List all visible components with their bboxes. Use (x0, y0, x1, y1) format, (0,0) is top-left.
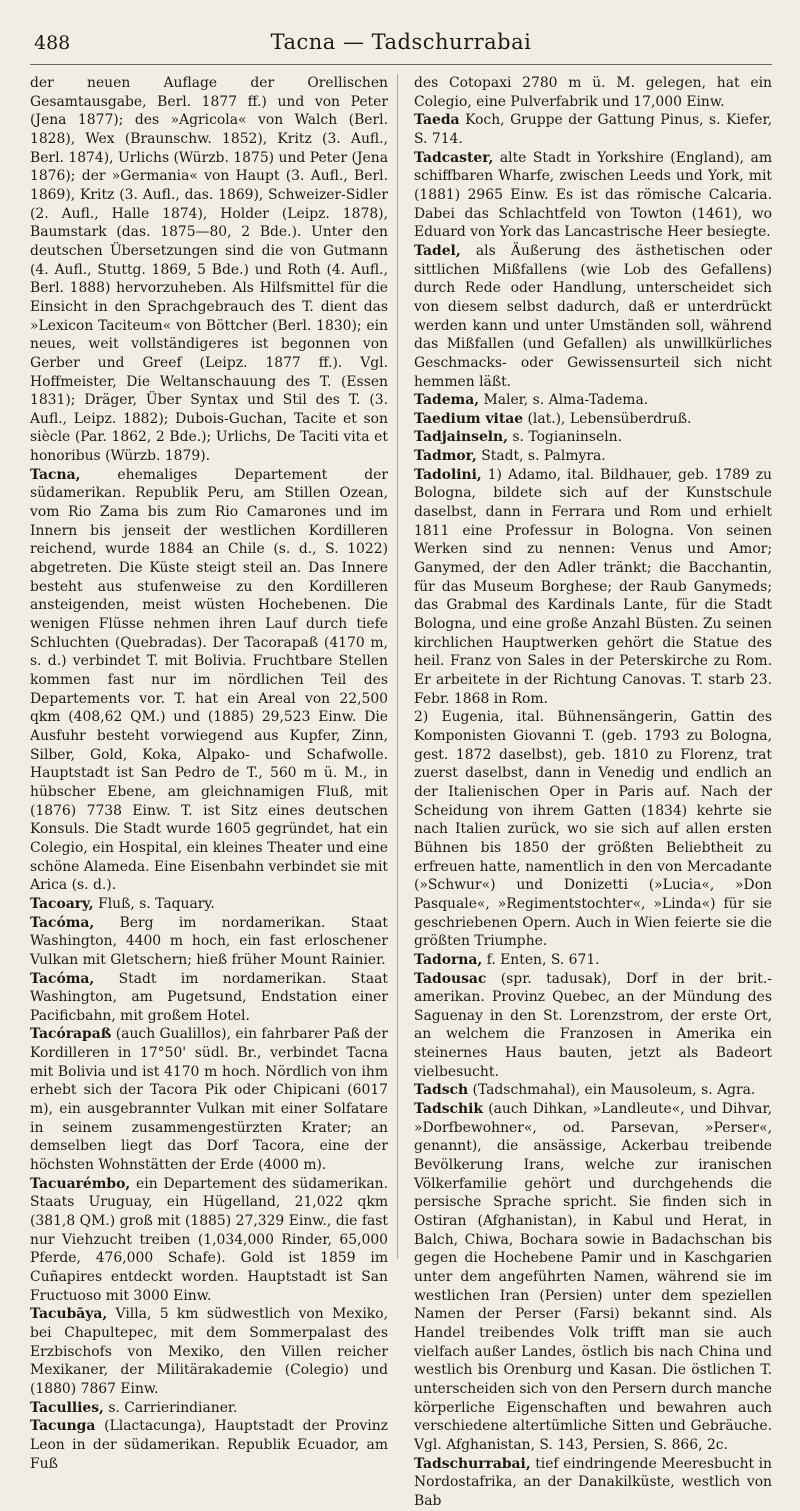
dictionary-entry (30, 466, 388, 895)
entry-text: (lat.), Lebensüberdruß. (527, 410, 692, 427)
entry-text: Stadt, s. Palmyra. (481, 448, 606, 465)
left-column (30, 74, 389, 1472)
entry-text: des Cotopaxi 2780 m ü. M. gelegen, hat ein Colegio, eine Pulverfabrik und 17,000 Einw. (414, 75, 772, 110)
entry-text: ehemaliges Departement der südamerikan. Republik Peru, am Stillen Ozean, vom Rio Zama bis zum Rio Camarones und im Innern bis jenseit der westlichen Kordilleren reichend, wurde 1884 an Chile (s. d., S. 1022) abgetreten. Die Küste steigt steil an. Das Innere besteht aus stufenweise zu den Kordilleren ansteigenden, meist wüsten Hochebenen. Die wenigen Flüsse nehmen ihren Lauf durch tiefe Schluchten (Quebradas). Der Tacorapaß (4170 m, s. d.) verbindet T. mit Bolivia. Fruchtbare Stellen kommen fast nur im nördlichen Teil des Departements vor. T. hat ein Areal von 22,500 qkm (408,62 QM.) und (1885) 29,523 Einw. Die Ausfuhr besteht vorwiegend aus Kupfer, Zinn, Silber, Gold, Koka, Alpako- und Schafwolle. Hauptstadt ist San Pedro de T., 560 m ü. M., in hübscher Ebene, am gleichnamigen Fluß, mit (1876) 7738 Einw. T. ist Sitz eines deutschen Konsuls. Die Stadt wurde 1605 gegründet, hat ein Colegio, ein Hospital, ein kleines Theater und eine schöne Alameda. Eine Eisenbahn verbindet sie mit Arica (s. d.). (30, 466, 388, 894)
column-divider (397, 74, 398, 1259)
entry-headword: Tadorna, (414, 951, 483, 968)
right-column (414, 74, 772, 1509)
dictionary-entry (414, 74, 772, 111)
dictionary-entry (30, 1305, 388, 1398)
entry-headword: Tacullies, (30, 1399, 104, 1416)
page-header (30, 28, 772, 65)
dictionary-entry (30, 914, 388, 970)
dictionary-entry (30, 1175, 388, 1306)
entry-text: f. Enten, S. 671. (486, 951, 600, 968)
entry-text: (auch Dihkan, »Landleute«, und Dihvar, »Dorfbewohner«, od. Parsevan, »Perser«, genannt), die ansässige, Ackerbau treibende Bevölkerung Irans, welche zur iranischen Völkerfamilie gehört und durchgehends die persische Sprache spricht. Sie finden sich in Ostiran (Afghanistan), in Kabul und Herat, in Balch, Chiwa, Bochara sowie in Badachschan bis gegen die Hochebene Pamir und in Kaschgarien unter dem angeführten Namen, während sie im westlichen Iran (Persien) unter dem speziellen Namen der Perser (Farsi) bekannt sind. Als Handel treibendes Volk trifft man sie auch vielfach außer Landes, östlich bis nach China und westlich bis Orenburg und Kasan. Die östlichen T. unterscheiden sich von den Persern durch manche körperliche Eigenschaften und bewahren auch verschiedene altertümliche Sitten und Gebräuche. Vgl. Afghanistan, S. 143, Persien, S. 866, 2c. (414, 1101, 772, 1453)
dictionary-entry (30, 895, 388, 914)
dictionary-entry (30, 74, 388, 466)
entry-headword: Tadcaster, (414, 149, 494, 166)
entry-text: Stadt im nordamerikan. Staat Washington, am Pugetsund, Endstation einer Pacificbahn, mit großem Hotel. (30, 970, 388, 1024)
entry-headword: Tadschik (414, 1101, 483, 1118)
dictionary-entry (30, 1399, 388, 1418)
entry-text: 1) Adamo, ital. Bildhauer, geb. 1789 zu Bologna, bildete sich auf der Kunstschule daselbst, dann in Ferrara und Rom und erhielt 1811 eine Professur in Bologna. Von seinen Werken sind zu nennen: Venus und Amor; Ganymed, der den Adler tränkt; die Bacchantin, für das Museum Borghese; der Raub Ganymeds; das Grabmal des Kardinals Lante, für die Stadt Bologna, und eine große Anzahl Büsten. Zu seinen kirchlichen Hauptwerken gehört die Statue des heil. Franz von Sales in der Peterskirche zu Rom. Er arbeitete in der Richtung Canovas. T. starb 23. Febr. 1868 in Rom. (414, 466, 772, 707)
entry-text: Fluß, s. Taquary. (98, 895, 215, 912)
entry-text: der neuen Auflage der Orellischen Gesamtausgabe, Berl. 1877 ff.) und von Peter (Jena 1877); des »Agricola« von Walch (Berl. 1828), Wex (Braunschw. 1852), Kritz (3. Aufl., Berl. 1874), Urlichs (Würzb. 1875) und Peter (Jena 1876); der »Germania« von Haupt (3. Aufl., Berl. 1869), Kritz (3. Aufl., das. 1869), Schweizer-Sidler (2. Aufl., Halle 1874), Holder (Leipz. 1878), Baumstark (das. 1875—80, 2 Bde.). Unter den deutschen Übersetzungen sind die von Gutmann (4. Aufl., Stuttg. 1869, 5 Bde.) und Roth (4. Aufl., Berl. 1888) hervorzuheben. Als Hilfsmittel für die Einsicht in den Sprachgebrauch des T. dient das »Lexicon Taciteum« von Böttcher (Berl. 1830); ein neues, weit vollständigeres ist begonnen von Gerber und Greef (Leipz. 1877 ff.). Vgl. Hoffmeister, Die Weltanschauung des T. (Essen 1831); Dräger, Über Syntax und Stil des T. (3. Aufl., Leipz. 1882); Dubois-Guchan, Tacite et son siècle (Par. 1862, 2 Bde.); Urlichs, De Taciti vita et honoribus (Würzb. 1879). (30, 75, 388, 465)
dictionary-entry (414, 951, 772, 970)
entry-text: (spr. tadusak), Dorf in der brit.-amerikan. Provinz Quebec, an der Mündung des Saguenay in den St. Lorenzstrom, der erste Ort, an welchem die Franzosen in Amerika ein steinernes Haus bauten, jetzt als Badeort vielbesucht. (414, 970, 772, 1080)
entry-headword: Tadolini, (414, 466, 482, 483)
dictionary-entry (30, 1025, 388, 1174)
entry-text: (auch Gualillos), ein fahrbarer Paß der Kordilleren in 17°50' südl. Br., verbindet Tacna mit Bolivia und ist 4170 m hoch. Nördlich von ihm erhebt sich der Tacora Pik oder Chipicani (6017 m), ein ausgebrannter Vulkan mit einer Solfatare in seinem zusammengestürzten Krater; an demselben liegt das Dorf Tacora, eine der höchsten Wohnstätten der Erde (4000 m). (30, 1026, 389, 1174)
entry-headword: Tadema, (414, 392, 480, 409)
dictionary-entry (414, 149, 772, 242)
entry-text: Berg im nordamerikan. Staat Washington, 4400 m hoch, ein fast erloschener Vulkan mit Gletschern; hieß früher Mount Rainier. (30, 914, 388, 968)
entry-text: 2) Eugenia, ital. Bühnensängerin, Gattin des Komponisten Giovanni T. (geb. 1793 zu Bologna, gest. 1872 daselbst), geb. 1810 zu Florenz, trat zuerst daselbst, dann in Venedig und endlich an der Italienischen Oper in Paris auf. Nach der Scheidung von ihrem Gatten (1834) kehrte sie nach Italien zurück, wo sie sich auf allen ersten Bühnen bis 1850 der größten Beliebtheit zu erfreuen hatte, namentlich in den von Mercadante (»Schwur«) und Donizetti (»Lucia«, »Don Pasquale«, »Regimentstochter«, »Linda«) für sie geschriebenen Opern. Auch in Wien feierte sie die größten Triumphe. (414, 709, 772, 950)
entry-text: alte Stadt in Yorkshire (England), am schiffbaren Wharfe, zwischen Leeds und York, mit (1881) 2965 Einw. Es ist das römische Calcaria. Dabei das Schlachtfeld von Towton (1461), wo Eduard von York das Lancastrische Heer besiegte. (414, 149, 772, 241)
entry-headword: Tacuarémbo, (30, 1175, 131, 1192)
entry-headword: Tadschurrabai, (414, 1455, 531, 1472)
entry-headword: Tacubāya, (30, 1306, 108, 1323)
dictionary-entry (30, 1417, 388, 1473)
running-head: Tacna — Tadschurrabai (270, 30, 532, 54)
dictionary-entry (414, 111, 772, 148)
entry-text: Maler, s. Alma-Tadema. (483, 392, 649, 409)
entry-text: (Tadschmahal), ein Mausoleum, s. Agra. (472, 1082, 756, 1099)
entry-headword: Taeda (414, 112, 460, 129)
dictionary-entry (414, 708, 772, 951)
entry-text: als Äußerung des ästhetischen oder sittlichen Mißfallens (wie Lob des Gefallens) durch Rede oder Handlung, unterscheidet sich von diesem selbst dadurch, daß er unterdrückt werden kann und unter Umständen soll, während das Mißfallen (und Gefallen) als unwillkürliches Geschmacks- oder Gewissensurteil sich nicht hemmen läßt. (414, 242, 772, 390)
entry-headword: Tacna, (30, 466, 81, 483)
entry-headword: Tadousac (414, 970, 487, 987)
dictionary-entry (414, 970, 772, 1082)
entry-headword: Tacórapaß (30, 1026, 112, 1043)
entry-headword: Tadmor, (414, 448, 477, 465)
entry-text: Koch, Gruppe der Gattung Pinus, s. Kiefer, S. 714. (414, 112, 772, 147)
entry-headword: Tacoary, (30, 895, 94, 912)
dictionary-entry (414, 466, 772, 709)
dictionary-entry (414, 410, 772, 429)
entry-text: s. Togianinseln. (512, 429, 623, 446)
page-number: 488 (34, 32, 71, 54)
entry-text: (Llactacunga), Hauptstadt der Provinz Leon in der südamerikan. Republik Ecuador, am Fuß (30, 1418, 388, 1472)
entry-text: s. Carrierindianer. (108, 1399, 238, 1416)
dictionary-entry (414, 1081, 772, 1100)
dictionary-entry (414, 242, 772, 391)
entry-headword: Tacóma, (30, 914, 95, 931)
entry-headword: Taedium vitae (414, 410, 524, 427)
dictionary-entry (414, 428, 772, 447)
dictionary-entry (414, 391, 772, 410)
dictionary-entry (30, 970, 388, 1026)
entry-headword: Tadjainseln, (414, 429, 508, 446)
entry-headword: Tacóma, (30, 970, 95, 987)
entry-text: tief eindringende Meeresbucht in Nordostafrika, an der Danakilküste, westlich von Bab (414, 1455, 772, 1509)
entry-headword: Tadel, (414, 242, 461, 259)
entry-headword: Tacunga (30, 1418, 96, 1435)
dictionary-entry (414, 1100, 772, 1454)
entry-text: Villa, 5 km südwestlich von Mexiko, bei Chapultepec, mit dem Sommerpalast des Erzbischofs von Mexiko, den Villen reicher Mexikaner, der Militärakademie (Colegio) und (1880) 7867 Einw. (30, 1306, 388, 1397)
entry-headword: Tadsch (414, 1082, 469, 1099)
dictionary-entry (414, 447, 772, 466)
dictionary-entry (414, 1455, 772, 1511)
entry-text: ein Departement des südamerikan. Staats Uruguay, ein Hügelland, 21,022 qkm (381,8 QM.) groß mit (1885) 27,329 Einw., die fast nur Viehzucht treiben (1,034,000 Rinder, 65,000 Pferde, 476,000 Schafe). Gold ist 1859 im Cuñapires entdeckt worden. Hauptstadt ist San Fructuoso mit 3000 Einw. (30, 1175, 388, 1304)
